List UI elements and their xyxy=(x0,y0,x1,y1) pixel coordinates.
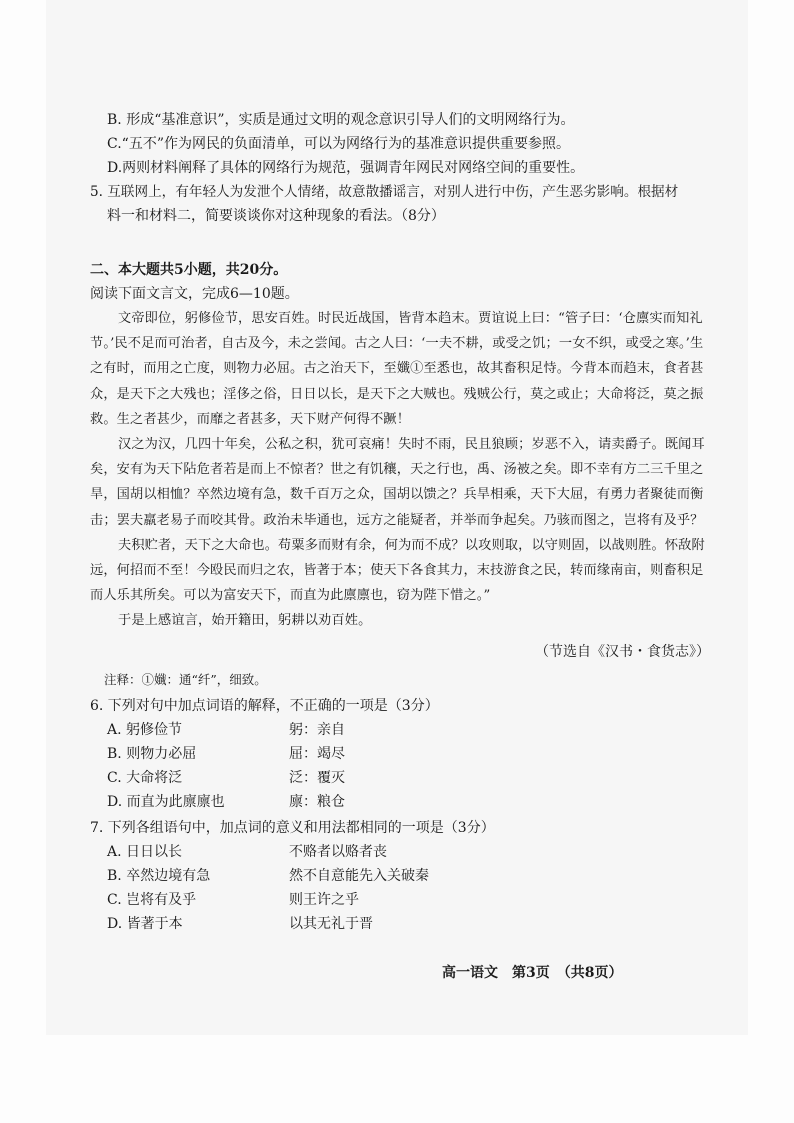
q4-option-d: D.两则材料阐释了具体的网络行为规范，强调青年网民对网络空间的重要性。 xyxy=(107,160,585,176)
q7-stem: 7. 下列各组语句中，加点词的意义和用法都相同的一项是（3分） xyxy=(90,819,495,836)
q6-option-a xyxy=(90,718,710,742)
passage-paragraph-3: 夫积贮者，天下之大命也。苟粟多而财有余，何为而不成？以攻则取，以守则固，以战则胜。怀敌附远，何招而不至！今殴民而归之农，皆著于本；使天下各食其力，末技游食之民，转而缘南亩，则畜积足而人乐其所矣。可以为富安天下，而直为此廪廪也，窃为陛下惜之。” xyxy=(90,537,705,604)
q6-option-b xyxy=(90,742,710,766)
option-text: A. 躬修俭节 xyxy=(107,721,183,738)
option-compare: 不赂者以赂者丧 xyxy=(289,843,387,860)
option-compare: 则王许之乎 xyxy=(289,891,359,908)
option-text: C. 大命将泛 xyxy=(107,769,183,786)
passage-paragraph-2: 汉之为汉，几四十年矣，公私之积，犹可哀痛！失时不雨，民且狼顾；岁恶不入，请卖爵子。既闻耳矣，安有为天下阽危者若是而上不惊者？世之有饥穰，天之行也，禹、汤被之矣。即不幸有方二三千里之旱，国胡以相恤？卒然边境有急，数千百万之众，国胡以馈之？兵旱相乘，天下大屈，有勇力者聚徒而衡击；罢夫羸老易子而咬其骨。政治未毕通也，远方之能疑者，并举而争起矣。乃骇而图之，岂将有及乎？ xyxy=(90,437,705,528)
page-footer: 高一语文 第3页 （共8页） xyxy=(442,965,623,981)
option-compare: 以其无礼于晋 xyxy=(289,915,373,932)
section-instruction: 阅读下面文言文，完成6—10题。 xyxy=(90,286,299,302)
q6-stem: 6. 下列对句中加点词语的解释，不正确的一项是（3分） xyxy=(90,697,439,714)
passage-paragraph-1: 文帝即位，躬修俭节，思安百姓。时民近战国，皆背本趋末。贾谊说上曰：“管子曰：‘仓廪实而知礼节。’民不足而可治者，自古及今，未之尝闻。古之人曰：‘一夫不耕，或受之饥；一女不织，或受之寒。’生之有时，而用之亡度，则物力必屈。古之治天下，至孅①至悉也，故其畜积足恃。今背本而趋末，食者甚众，是天下之大残也；淫侈之俗，日日以长，是天下之大贼也。残贼公行，莫之或止；大命将泛，莫之振救。生之者甚少，而靡之者甚多，天下财产何得不蹶！ xyxy=(90,311,704,427)
option-compare: 然不自意能先入关破秦 xyxy=(289,867,429,884)
q4-option-c: C.“五不”作为网民的负面清单，可以为网络行为的基准意识提供重要参照。 xyxy=(107,136,570,152)
option-text: B. 则物力必屈 xyxy=(107,745,197,762)
section-title: 二、本大题共5小题，共20分。 xyxy=(90,262,288,278)
option-text: C. 岂将有及乎 xyxy=(107,891,197,908)
q7-option-a xyxy=(90,840,710,864)
q6-option-c xyxy=(90,766,710,790)
page-content xyxy=(90,108,710,936)
q7-option-c xyxy=(90,888,710,912)
passage-source: （节选自《汉书・食货志》） xyxy=(535,643,710,660)
option-explanation: 泛：覆灭 xyxy=(289,769,345,786)
option-text: D. 而直为此廪廪也 xyxy=(107,793,225,810)
q5-line-2: 料一和材料二，简要谈谈你对这种现象的看法。（8分） xyxy=(107,208,445,224)
option-explanation: 屈：竭尽 xyxy=(289,745,345,762)
q6-option-d xyxy=(90,790,710,814)
option-explanation: 廪：粮仓 xyxy=(289,793,345,810)
q4-option-b: B. 形成“基准意识”，实质是通过文明的观念意识引导人们的文明网络行为。 xyxy=(107,112,575,128)
q7-option-d xyxy=(90,912,710,936)
option-text: A. 日日以长 xyxy=(107,843,183,860)
annotation-note: 注释：①孅：通“纤”，细致。 xyxy=(104,671,267,687)
option-text: D. 皆著于本 xyxy=(107,915,183,932)
option-explanation: 躬：亲自 xyxy=(289,721,345,738)
q5-line-1: 5. 互联网上，有年轻人为发泄个人情绪，故意散播谣言，对别人进行中伤，产生恶劣影响。根据材 xyxy=(90,184,679,200)
q7-option-b xyxy=(90,864,710,888)
option-text: B. 卒然边境有急 xyxy=(107,867,211,884)
passage-paragraph-4: 于是上感谊言，始开籍田，躬耕以劝百姓。 xyxy=(118,613,372,629)
